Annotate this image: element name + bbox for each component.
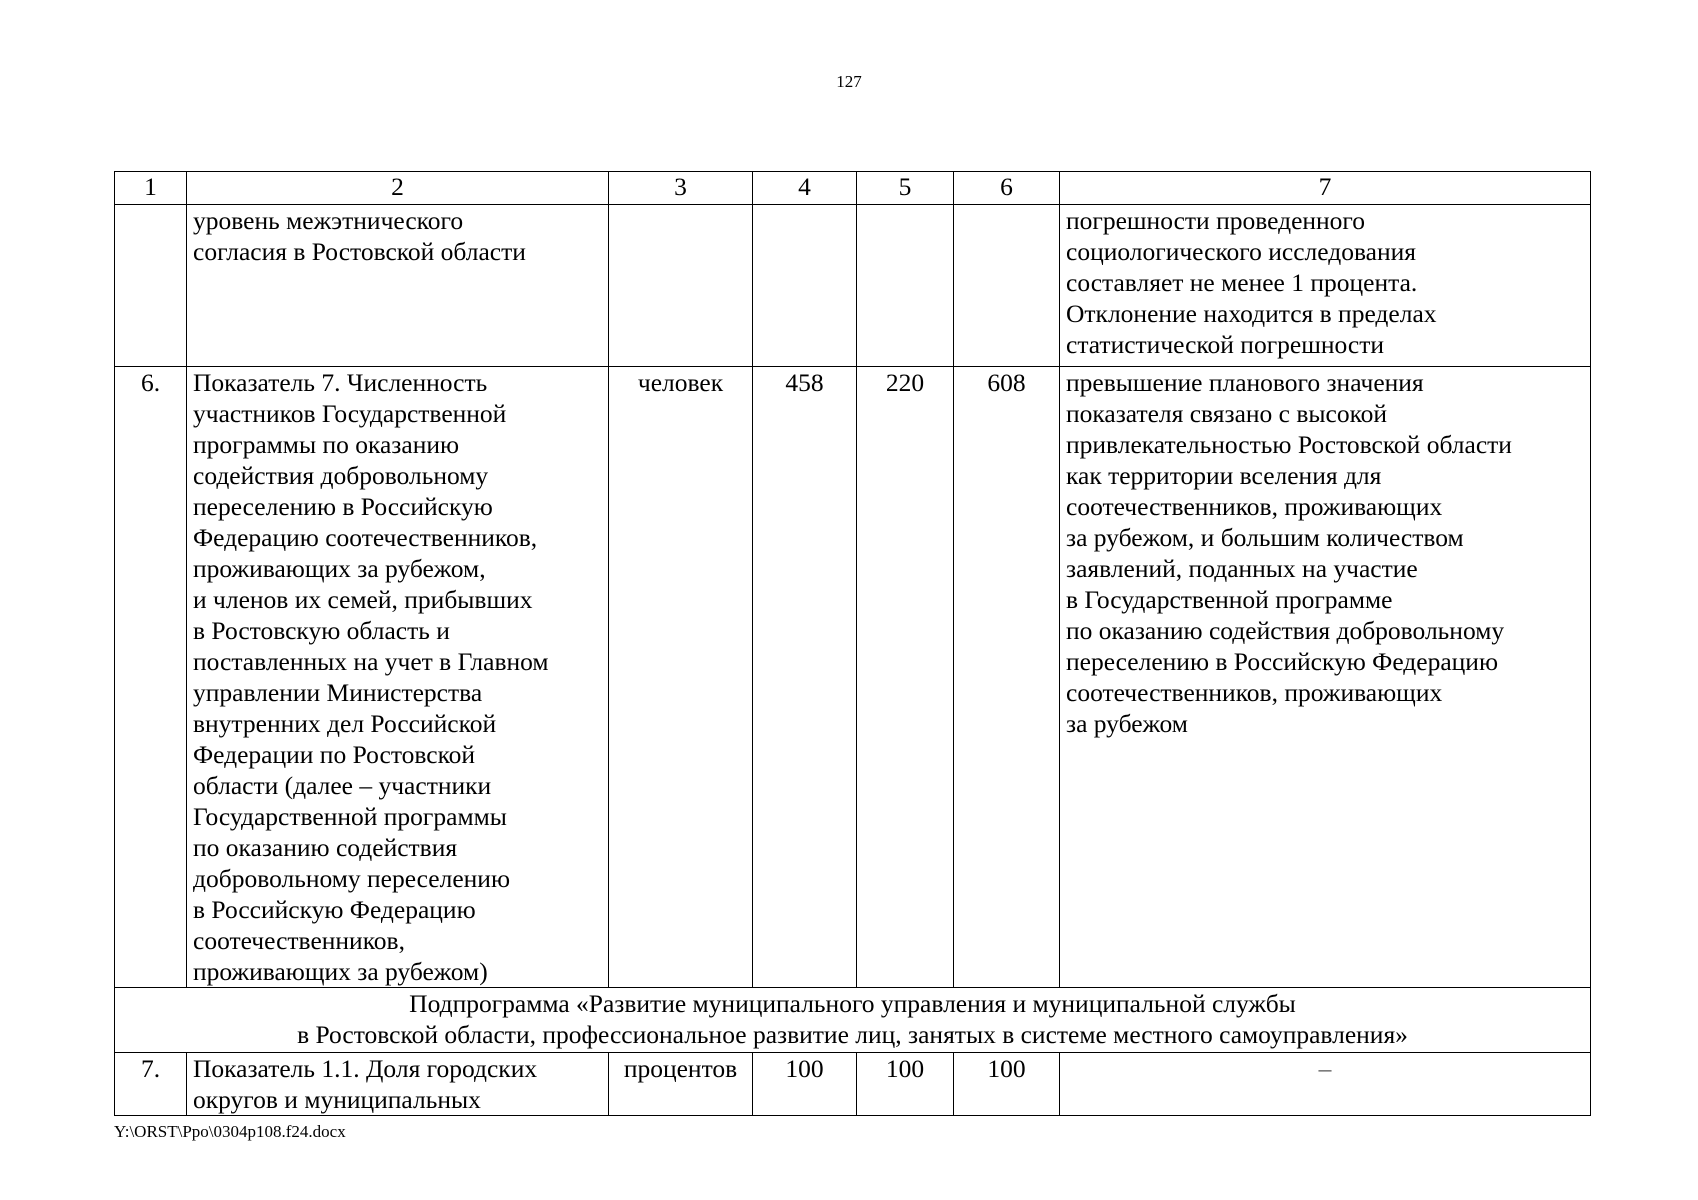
header-cell: 7 (1060, 172, 1591, 205)
table-row (115, 205, 1591, 367)
value-col5 (857, 205, 954, 367)
explanation-cell: погрешности проведенного социологического исследования составляет не менее 1 процента. Отклонение находится в пределах статистической погрешности (1060, 205, 1591, 367)
table-row (115, 367, 1591, 988)
value-col5: 220 (857, 367, 954, 988)
indicator-name: уровень межэтнического согласия в Ростовской области (187, 205, 609, 367)
subprogram-line-2: в Ростовской области, профессиональное развитие лиц, занятых в системе местного самоуправления» (297, 1020, 1408, 1049)
value-col6: 608 (954, 367, 1060, 988)
footer-file-path: Y:\ORST\Ppo\0304p108.f24.docx (114, 1122, 346, 1141)
unit-cell (609, 205, 753, 367)
subprogram-line-1: Подпрограмма «Развитие муниципального управления и муниципальной службы (409, 989, 1296, 1018)
header-cell: 3 (609, 172, 753, 205)
page-number: 127 (836, 72, 862, 91)
row-number: 6. (115, 367, 187, 988)
header-cell: 6 (954, 172, 1060, 205)
header-cell: 4 (753, 172, 857, 205)
value-col4 (753, 205, 857, 367)
header-cell: 1 (115, 172, 187, 205)
value-col4: 458 (753, 367, 857, 988)
report-table (114, 171, 1591, 1116)
row-number: 7. (115, 1053, 187, 1116)
value-col6: 100 (954, 1053, 1060, 1116)
indicator-name: Показатель 1.1. Доля городских округов и муниципальных (187, 1053, 609, 1116)
explanation-cell: превышение планового значения показателя связано с высокой привлекательностью Ростовской области как территории вселения для соотечественников, проживающих за рубежом, и большим количеством заявлений, поданных на участие в Государственной программе по оказанию содействия добровольному переселению в Российскую Федерацию соотечественников, проживающих за рубежом (1060, 367, 1591, 988)
table-row (115, 1053, 1591, 1116)
value-col4: 100 (753, 1053, 857, 1116)
value-col5: 100 (857, 1053, 954, 1116)
row-number (115, 205, 187, 367)
unit-cell: процентов (609, 1053, 753, 1116)
unit-cell: человек (609, 367, 753, 988)
header-cell: 2 (187, 172, 609, 205)
explanation-cell: – (1060, 1053, 1591, 1116)
subprogram-row (115, 988, 1591, 1053)
indicator-name: Показатель 7. Численность участников Государственной программы по оказанию содействия добровольному переселению в Российскую Федерацию соотечественников, проживающих за рубежом, и членов их семей, прибывших в Ростовскую область и поставленных на учет в Главном управлении Министерства внутренних дел Российской Федерации по Ростовской области (далее – участники Государственной программы по оказанию содействия добровольному переселению в Российскую Федерацию соотечественников, проживающих за рубежом) (187, 367, 609, 988)
header-cell: 5 (857, 172, 954, 205)
subprogram-title (115, 988, 1591, 1053)
value-col6 (954, 205, 1060, 367)
header-row (115, 172, 1591, 205)
